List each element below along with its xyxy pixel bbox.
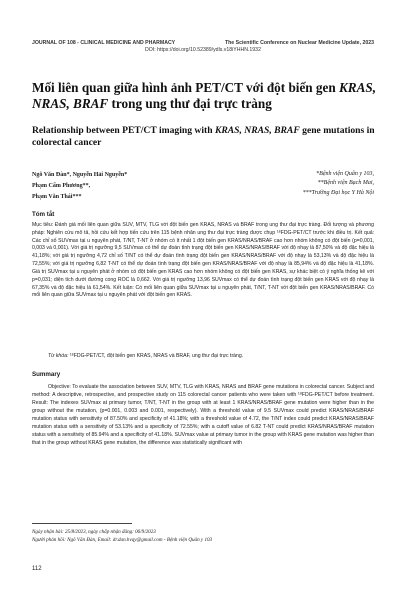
author-line: Ngô Văn Đàn*, Nguyễn Hải Nguyễn* (32, 172, 128, 178)
journal-name: JOURNAL OF 108 - CLINICAL MEDICINE AND PHARMACY (32, 40, 176, 46)
abstract-en-heading: Summary (32, 371, 61, 378)
title-vi-part2: trong ung thư đại trực tràng (111, 96, 272, 112)
author-line: Phạm Văn Thái*** (32, 194, 82, 201)
footnote-contact: Người phản hồi: Ngô Văn Đàn, Email: dr.dan.hvqy@gmail.com - Bệnh viện Quân y 103 (32, 537, 213, 544)
affiliation-line: ***Trường Đại học Y Hà Nội (302, 189, 374, 196)
doi-link[interactable]: DOI: https://doi.org/10.52389/ydls.v18iYHHN.1932 (145, 47, 261, 53)
affiliation-list (214, 170, 374, 198)
conference-name: The Scientific Conference on Nuclear Medicine Update, 2023 (224, 40, 374, 46)
title-en-part1: Relationship between PET/CT imaging with (32, 125, 213, 136)
page-number: 112 (32, 566, 42, 572)
abstract-vi-heading: Tóm tắt (32, 211, 55, 218)
affiliation-line: **Bệnh viện Bạch Mai, (317, 180, 374, 187)
keywords-label: Từ khóa: (48, 353, 69, 359)
abstract-en-text: Objective: To evaluate the association between SUV, MTV, TLG with KRAS, NRAS and BRAF gene mutations in colorectal cancer. Subject and method: A descriptive, retrospective, and prospective study on 115 colorectal cancer patients who were taken with ¹⁸FDG-PET/CT before treatment. Result: The indexes SUVmax at primary tumor, T/NT, T-NT in the group with at least 1 KRAS/NRAS/BRAF gene mutation were higher than in the group without the mutation, (p=0.001, 0.003 and 0.001, respectively). With a threshold value of 9.5 SUVmax could predict KRAS/NRAS/BRAF mutation status with sensitivity of 87.50% and specificity of 41.18%; with a threshold value of 4.72, the T/NT index could predict KRAS/NRAS/BRAF mutation status with a sensitivity of 53.13% and a specificity of 72.55%; with a cutoff value of 6.82 T-NT could predict KRAS/NRAS/BRAF mutation status with a sensitivity of 85.94% and a specificity of 41.18%. SUVmax value at primary tumor in the group with KRAS gene mutation was higher than that in the group without KRAS gene mutation, the difference was statistically significant with (32, 384, 374, 447)
title-en-genes: KRAS, NRAS, BRAF (214, 125, 300, 136)
affiliation-line: *Bệnh viện Quân y 103, (316, 171, 374, 177)
title-english (32, 125, 378, 149)
footnotes (32, 528, 212, 544)
author-line: Phạm Cẩm Phương**, (32, 183, 91, 190)
keywords-value: ¹⁸FDG-PET/CT, đột biến gen KRAS, NRAS và BRAF, ung thư đại trực tràng. (69, 353, 244, 359)
title-vi-genes: KRAS, NRAS, BRAF (32, 80, 377, 112)
title-vi-part1: Mối liên quan giữa hình ảnh PET/CT với đột biến gen (32, 80, 336, 95)
keywords-vi (48, 353, 374, 359)
footnote-divider (32, 523, 132, 524)
abstract-vi-text: Mục tiêu: Đánh giá mối liên quan giữa SUV, MTV, TLG với đột biến gen KRAS, NRAS và BRAF trong ung thư đại trực tràng. Đối tượng và phương pháp: Nghiên cứu mô tả, hồi cứu kết hợp tiến cứu trên 115 bệnh nhân ung thư đại trực tràng được chụp ¹⁸FDG-PET/CT trước khi điều trị. Kết quả: Các chỉ số SUVmax tại u nguyên phát, T/NT, T-NT ở nhóm có ít nhất 1 đột biến gen KRAS/NRAS/BRAF cao hơn nhóm không có đột biến (p=0,001, 0,003 và 0,001). Với giá trị ngưỡng 9,5 SUVmax có thể dự đoán tình trạng đột biến gen KRAS/NRAS/BRAF với độ nhạy là 87,50% và độ đặc hiệu là 41,18%; với giá trị ngưỡng 4,72 chỉ số T/NT có thể dự đoán tình trạng đột biến gen KRAS/NRAS/BRAF với độ nhạy là 53,13% và độ đặc hiệu là 72,55%; với giá trị ngưỡng 6,82 T-NT có thể dự đoán tình trạng đột biến gen KRAS/NRAS/BRAF với độ nhạy là 85,94% và độ đặc hiệu là 41,18%. Giá trị SUVmax tại u nguyên phát ở nhóm có đột biến gen KRAS cao hơn nhóm không có đột biến gen KRAS, sự khác biệt có ý nghĩa thống kê với p=0,031; diện tích dưới đường cong ROC là 0,662. Với giá trị ngưỡng 13,96 SUVmax có thể dự đoán tình trạng đột biến gen KRAS với độ nhạy là 67,35% và độ đặc hiệu là 61,54%. Kết luận: Có mối liên quan giữa SUVmax tại u nguyên phát, T/NT, T-NT với đột biến gen KRAS/NRAS/BRAF. Có mối liên quan giữa SUVmax tại u nguyên phát với đột biến gen KRAS. (32, 222, 374, 299)
title-en-part2: gene mutations in colorectal cancer (32, 125, 375, 148)
author-list (32, 170, 232, 203)
footnote-dates: Ngày nhận bài: 25/8/2023, ngày chấp nhận đăng: 06/9/2023 (32, 529, 156, 535)
title-vietnamese (32, 80, 378, 112)
